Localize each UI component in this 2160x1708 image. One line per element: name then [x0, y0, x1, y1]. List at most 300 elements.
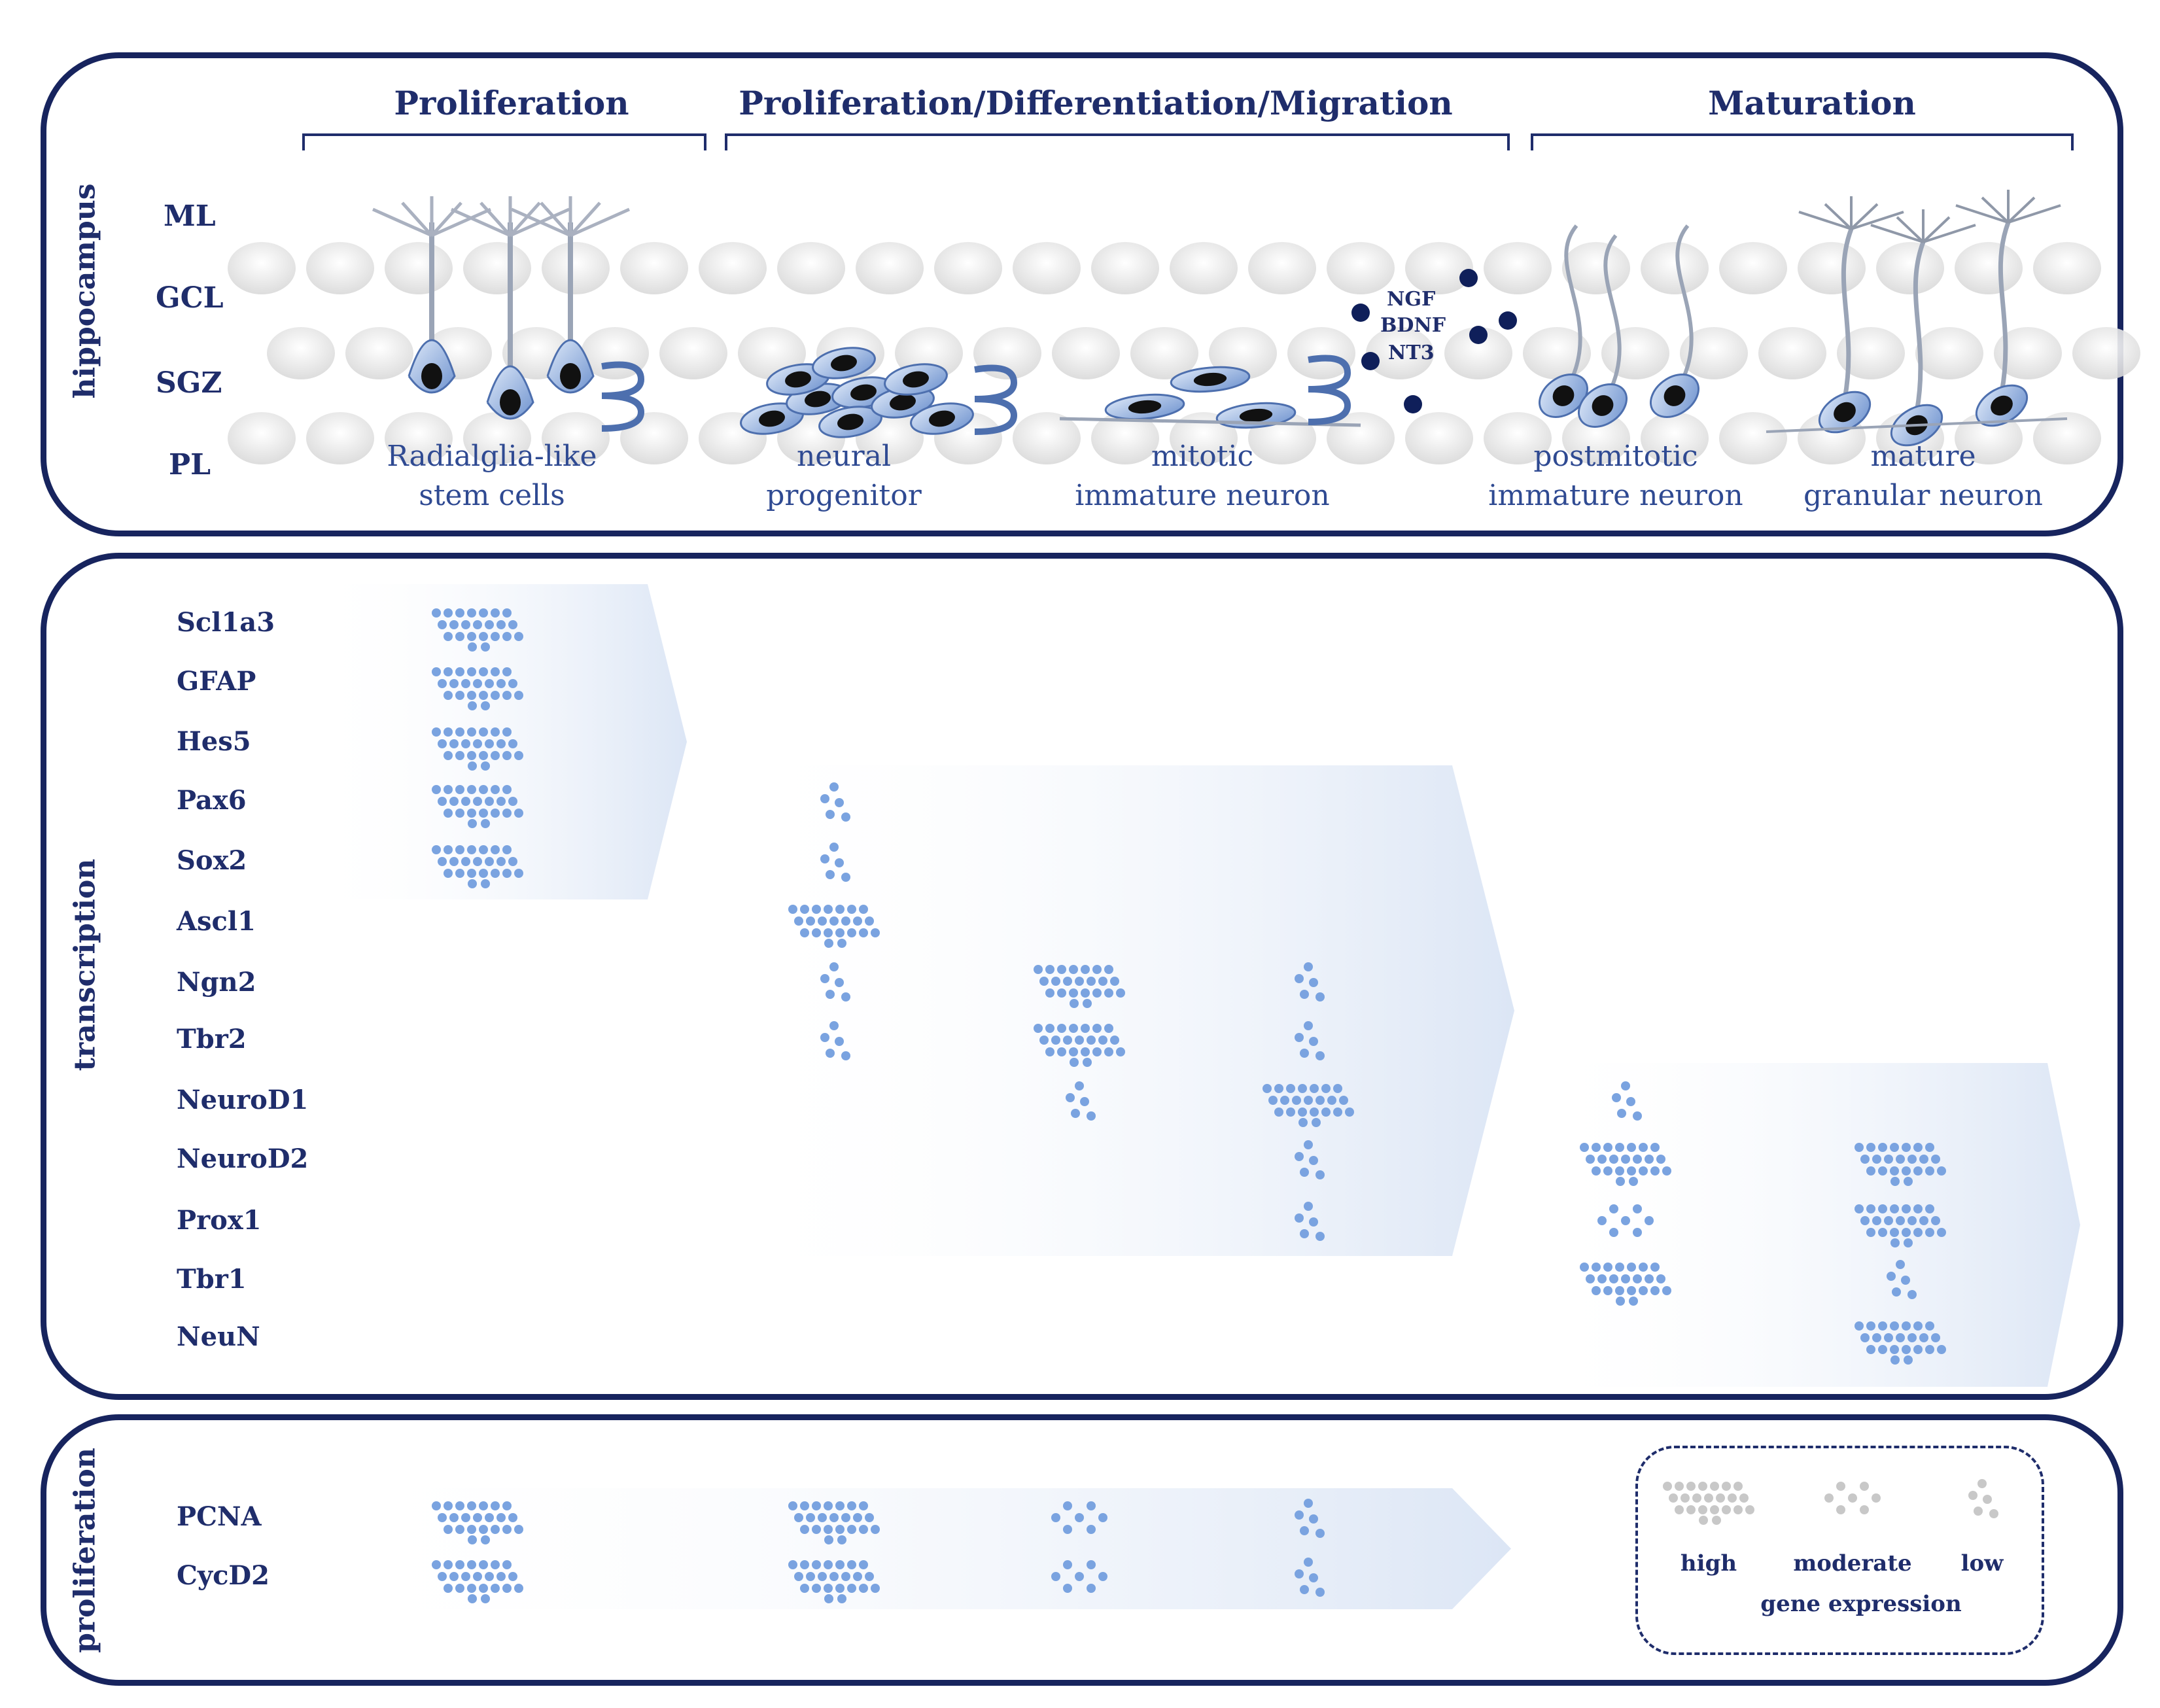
expression-dot	[514, 691, 523, 700]
tissue-cell	[856, 242, 924, 294]
tissue-cell	[345, 327, 413, 379]
expression-dot	[1937, 1166, 1946, 1176]
expression-dot	[461, 857, 470, 866]
tissue-cell	[1013, 242, 1081, 294]
expression-dot	[1878, 1321, 1887, 1331]
tissue-cell	[934, 242, 1002, 294]
expression-dot	[1629, 1177, 1638, 1186]
expression-dot	[1603, 1166, 1612, 1176]
expression-dot	[467, 1525, 476, 1534]
expression-dot	[468, 819, 477, 828]
expression-dot	[1860, 1155, 1870, 1164]
expression-dot	[1603, 1143, 1612, 1152]
expression-dot	[1295, 1213, 1304, 1223]
expression-dot	[455, 785, 464, 794]
expression-dot	[1855, 1143, 1864, 1152]
expression-dot	[1333, 1084, 1342, 1093]
expression-dot	[473, 620, 482, 629]
expression-dot	[1592, 1143, 1601, 1152]
expression-dot	[865, 1572, 874, 1581]
expression-dot	[1639, 1263, 1648, 1272]
expression-dot	[1621, 1081, 1630, 1090]
expression-dot	[1075, 1572, 1084, 1581]
expression-dot	[1896, 1155, 1905, 1164]
expression-dot	[485, 857, 494, 866]
expression-dot	[449, 620, 459, 629]
growth-factor-dot	[1499, 311, 1517, 330]
expression-dot	[467, 608, 476, 618]
expression-dot	[1081, 1024, 1090, 1033]
gene-label: Sox2	[177, 845, 247, 876]
expression-dot	[485, 739, 494, 748]
expression-dot	[1110, 1036, 1119, 1045]
tissue-cell	[1484, 242, 1552, 294]
expression-dot	[496, 739, 506, 748]
expression-dot	[1662, 1166, 1671, 1176]
expression-dot	[835, 978, 844, 987]
expression-dot	[1925, 1166, 1934, 1176]
expression-dot	[1937, 1228, 1946, 1237]
expression-dot	[467, 751, 476, 760]
gene-label: Scl1a3	[177, 607, 275, 638]
expression-dot	[829, 916, 839, 926]
expression-dot	[438, 1513, 447, 1522]
expression-dot	[467, 727, 476, 737]
expression-dot	[502, 1560, 512, 1569]
cell-nucleus	[560, 363, 581, 389]
expression-dot	[461, 1572, 470, 1581]
expression-dot	[1315, 1170, 1325, 1179]
expression-dot	[829, 843, 839, 852]
expression-dot	[847, 928, 856, 937]
expression-dot	[1063, 1036, 1072, 1045]
expression-dot	[491, 1560, 500, 1569]
expression-dot	[1925, 1204, 1934, 1213]
expression-dot	[479, 869, 488, 878]
expression-dot	[1884, 1333, 1893, 1342]
expression-dot	[444, 727, 453, 737]
expression-dot	[1315, 1051, 1325, 1060]
expression-dot	[820, 1033, 829, 1042]
stage-bracket-maturation	[1531, 133, 2074, 150]
expression-dot	[444, 785, 453, 794]
expression-dot	[467, 869, 476, 878]
tissue-cell	[542, 242, 610, 294]
expression-dot	[1907, 1155, 1917, 1164]
expression-dot	[1609, 1155, 1618, 1164]
expression-dot	[432, 608, 441, 618]
expression-dot	[829, 1021, 839, 1030]
expression-dot	[502, 869, 512, 878]
expression-dot	[1896, 1333, 1905, 1342]
expression-dot	[461, 739, 470, 748]
growth-factor-dot	[1469, 326, 1488, 344]
expression-dot	[491, 845, 500, 854]
expression-dot	[1633, 1204, 1642, 1213]
expression-dot	[1315, 1232, 1325, 1241]
expression-dot	[508, 1572, 517, 1581]
expression-dot	[1295, 1510, 1304, 1520]
expression-dot	[1603, 1263, 1612, 1272]
tissue-cell	[1876, 242, 1944, 294]
expression-dot	[1872, 1155, 1881, 1164]
growth-factor-dot	[1404, 395, 1422, 413]
expression-dot	[438, 739, 447, 748]
expression-dot	[481, 701, 490, 710]
expression-dot	[1304, 1096, 1313, 1105]
expression-dot	[847, 1560, 856, 1569]
expression-dot	[824, 1594, 833, 1603]
expression-dot	[467, 691, 476, 700]
expression-dot	[455, 1525, 464, 1534]
expression-dot	[438, 857, 447, 866]
expression-dot	[835, 1560, 845, 1569]
expression-dot	[508, 739, 517, 748]
expression-dot	[841, 812, 850, 822]
expression-dot	[788, 1501, 797, 1510]
expression-dot	[1051, 1572, 1060, 1581]
expression-dot	[1902, 1143, 1911, 1152]
expression-dot	[1274, 1107, 1283, 1117]
expression-dot	[1310, 1107, 1319, 1117]
expression-dot	[491, 1525, 500, 1534]
expression-dot	[826, 990, 835, 999]
expression-dot	[806, 916, 815, 926]
expression-dot	[1586, 1155, 1595, 1164]
expression-dot	[794, 1572, 803, 1581]
expression-dot	[1925, 1321, 1934, 1331]
tissue-cell	[1327, 242, 1395, 294]
expression-dot	[1300, 1049, 1309, 1058]
expression-dot	[1286, 1084, 1295, 1093]
expression-dot	[481, 1535, 490, 1544]
tissue-cell	[306, 412, 374, 464]
expression-dot	[800, 1501, 809, 1510]
expression-dot	[449, 1513, 459, 1522]
expression-dot	[444, 1525, 453, 1534]
expression-dot	[479, 809, 488, 818]
expression-dot	[1597, 1155, 1607, 1164]
expression-dot	[508, 620, 517, 629]
expression-dot	[444, 869, 453, 878]
gene-label: Tbr1	[177, 1264, 247, 1295]
expression-dot	[1860, 1216, 1870, 1225]
expression-dot	[1904, 1177, 1913, 1186]
expression-dot	[1045, 965, 1054, 974]
expression-dot	[812, 1560, 821, 1569]
gene-label-cycd2: CycD2	[177, 1560, 270, 1591]
expression-dot	[444, 608, 453, 618]
expression-dot	[1092, 965, 1102, 974]
expression-dot	[1051, 1036, 1060, 1045]
tissue-cell	[2033, 242, 2101, 294]
expression-dot	[1902, 1204, 1911, 1213]
expression-dot	[1070, 1058, 1079, 1067]
expression-dot	[479, 608, 488, 618]
expression-dot	[491, 785, 500, 794]
expression-dot	[455, 751, 464, 760]
expression-dot	[1627, 1286, 1636, 1295]
expression-dot	[1627, 1166, 1636, 1176]
expression-dot	[479, 785, 488, 794]
expression-dot	[1315, 1588, 1325, 1597]
expression-dot	[871, 1525, 880, 1534]
expression-dot	[1878, 1228, 1887, 1237]
expression-dot	[1650, 1166, 1660, 1176]
expression-dot	[1070, 999, 1079, 1008]
expression-dot	[1066, 1093, 1075, 1102]
legend-label-high: high	[1680, 1550, 1737, 1577]
expression-dot	[479, 667, 488, 676]
expression-dot	[491, 691, 500, 700]
expression-dot	[1615, 1166, 1624, 1176]
expression-dot	[1304, 1021, 1313, 1030]
expression-dot	[1295, 974, 1304, 983]
expression-dot	[820, 794, 829, 803]
expression-dot	[1057, 988, 1066, 998]
expression-dot	[835, 928, 845, 937]
stage-arrow-progenitor	[727, 765, 1514, 1256]
gene-label: Pax6	[177, 785, 247, 816]
expression-dot	[449, 797, 459, 806]
expression-dot	[502, 632, 512, 641]
expression-dot	[455, 869, 464, 878]
expression-dot	[444, 1501, 453, 1510]
tissue-cell	[463, 242, 531, 294]
expression-dot	[432, 785, 441, 794]
expression-dot	[1597, 1216, 1607, 1225]
expression-dot	[829, 1513, 839, 1522]
expression-dot	[444, 751, 453, 760]
expression-dot	[871, 1584, 880, 1593]
expression-dot	[514, 632, 523, 641]
layer-label-ml: ML	[164, 200, 216, 233]
cell-label-neural-progenitor: neural progenitor	[766, 440, 922, 512]
expression-dot	[1309, 1514, 1318, 1524]
expression-dot	[812, 928, 821, 937]
expression-dot	[824, 1525, 833, 1534]
glia-branch	[373, 209, 432, 235]
gene-label: NeuroD2	[177, 1143, 309, 1174]
expression-dot	[1612, 1093, 1621, 1102]
expression-dot	[1087, 1501, 1096, 1510]
expression-dot	[1298, 1107, 1307, 1117]
expression-dot	[853, 1572, 862, 1581]
expression-dot	[467, 845, 476, 854]
expression-dot	[479, 845, 488, 854]
expression-dot	[1309, 978, 1318, 987]
expression-dot	[455, 1501, 464, 1510]
expression-dot	[502, 691, 512, 700]
tissue-cell	[1758, 327, 1826, 379]
tissue-background	[228, 242, 2140, 464]
expression-dot	[871, 928, 880, 937]
expression-dot	[1633, 1155, 1642, 1164]
expression-dot	[788, 1560, 797, 1569]
expression-dot	[1907, 1216, 1917, 1225]
expression-dot	[1274, 1084, 1283, 1093]
expression-dot	[1116, 988, 1125, 998]
expression-dot	[508, 797, 517, 806]
expression-dot	[1087, 1036, 1096, 1045]
expression-dot	[824, 939, 833, 948]
expression-dot	[826, 870, 835, 879]
expression-dot	[1896, 1260, 1905, 1269]
expression-dot	[1592, 1286, 1601, 1295]
gene-label: Tbr2	[177, 1024, 247, 1054]
expression-dot	[496, 679, 506, 688]
expression-dot	[853, 916, 862, 926]
expression-dot	[1925, 1143, 1934, 1152]
expression-dot	[491, 1584, 500, 1593]
expression-dot	[1907, 1290, 1917, 1299]
expression-dot	[444, 1560, 453, 1569]
expression-dot	[1931, 1216, 1940, 1225]
expression-dot	[496, 620, 506, 629]
expression-dot	[485, 797, 494, 806]
expression-dot	[1075, 1036, 1084, 1045]
expression-dot	[812, 1525, 821, 1534]
expression-dot	[1919, 1333, 1928, 1342]
expression-dot	[467, 809, 476, 818]
expression-dot	[461, 797, 470, 806]
expression-dot	[481, 819, 490, 828]
expression-dot	[1087, 977, 1096, 986]
expression-dot	[824, 1584, 833, 1593]
expression-dot	[1892, 1287, 1901, 1297]
tissue-cell	[2072, 327, 2140, 379]
expression-dot	[432, 727, 441, 737]
cell-label-mature-granular: mature granular neuron	[1803, 440, 2044, 512]
tissue-cell	[306, 242, 374, 294]
expression-dot	[491, 1501, 500, 1510]
expression-dot	[1104, 988, 1113, 998]
expression-dot	[473, 857, 482, 866]
expression-dot	[1904, 1355, 1913, 1365]
expression-dot	[788, 905, 797, 914]
expression-dot	[514, 751, 523, 760]
expression-dot	[1092, 1024, 1102, 1033]
expression-dot	[1937, 1345, 1946, 1354]
expression-dot	[1919, 1216, 1928, 1225]
expression-dot	[1087, 1584, 1096, 1593]
expression-dot	[502, 727, 512, 737]
expression-dot	[473, 739, 482, 748]
expression-dot	[479, 691, 488, 700]
expression-dot	[1603, 1286, 1612, 1295]
expression-dot	[514, 1525, 523, 1534]
expression-dot	[1860, 1333, 1870, 1342]
gene-label: Ascl1	[177, 906, 256, 937]
expression-dot	[1083, 999, 1092, 1008]
expression-dot	[800, 1584, 809, 1593]
expression-dot	[449, 739, 459, 748]
tissue-cell	[1170, 242, 1238, 294]
expression-dot	[502, 1501, 512, 1510]
expression-dot	[502, 845, 512, 854]
progenitor-cell	[882, 360, 949, 399]
expression-dot	[481, 1594, 490, 1603]
expression-dot	[818, 1572, 827, 1581]
expression-dot	[824, 928, 833, 937]
expression-dot	[1327, 1096, 1336, 1105]
expression-dot	[467, 667, 476, 676]
legend-label-low: low	[1960, 1550, 2004, 1577]
expression-dot	[1104, 965, 1113, 974]
expression-dot	[820, 974, 829, 983]
expression-dot	[514, 869, 523, 878]
expression-dot	[837, 1535, 846, 1544]
expression-dot	[859, 1525, 868, 1534]
tissue-cell	[228, 242, 296, 294]
expression-dot	[438, 797, 447, 806]
expression-dot	[1295, 1033, 1304, 1042]
expression-dot	[1866, 1166, 1875, 1176]
expression-dot	[455, 632, 464, 641]
layer-label-gcl: GCL	[156, 281, 224, 315]
expression-dot	[508, 1513, 517, 1522]
expression-dot	[1309, 1037, 1318, 1046]
expression-dot	[1639, 1143, 1648, 1152]
expression-dot	[444, 1584, 453, 1593]
expression-dot	[481, 761, 490, 771]
expression-dot	[1110, 977, 1119, 986]
expression-dot	[1662, 1286, 1671, 1295]
expression-dot	[1087, 1525, 1096, 1534]
expression-dot	[467, 1501, 476, 1510]
expression-dot	[444, 691, 453, 700]
expression-dot	[1081, 1047, 1090, 1056]
tissue-cell	[228, 412, 296, 464]
tissue-cell	[1405, 412, 1473, 464]
expression-dot	[1645, 1155, 1654, 1164]
expression-dot	[1069, 965, 1078, 974]
expression-dot	[1617, 1109, 1626, 1118]
expression-dot	[1656, 1155, 1665, 1164]
expression-dot	[432, 667, 441, 676]
expression-dot	[1586, 1274, 1595, 1283]
expression-dot	[1045, 1047, 1054, 1056]
expression-dot	[1304, 1140, 1313, 1149]
expression-dot	[1268, 1096, 1278, 1105]
expression-dot	[1913, 1228, 1923, 1237]
tissue-cell	[1405, 242, 1473, 294]
expression-dot	[1087, 1560, 1096, 1569]
expression-dot	[455, 727, 464, 737]
expression-dot	[1075, 977, 1084, 986]
expression-dot	[1621, 1274, 1630, 1283]
expression-dot	[1069, 1047, 1078, 1056]
expression-dot	[1312, 1118, 1321, 1127]
expression-dot	[1890, 1166, 1899, 1176]
expression-dot	[1890, 1355, 1900, 1365]
expression-dot	[1309, 1156, 1318, 1165]
expression-dot	[1650, 1143, 1660, 1152]
expression-dot	[824, 1501, 833, 1510]
expression-dot	[826, 810, 835, 819]
cell-nucleus	[500, 389, 521, 415]
expression-dot	[467, 632, 476, 641]
expression-dot	[1092, 988, 1102, 998]
expression-dot	[1069, 988, 1078, 998]
expression-dot	[841, 1513, 850, 1522]
expression-dot	[444, 667, 453, 676]
expression-dot	[841, 916, 850, 926]
expression-dot	[847, 1525, 856, 1534]
expression-dot	[835, 1037, 844, 1046]
expression-dot	[473, 797, 482, 806]
expression-dot	[835, 798, 844, 807]
